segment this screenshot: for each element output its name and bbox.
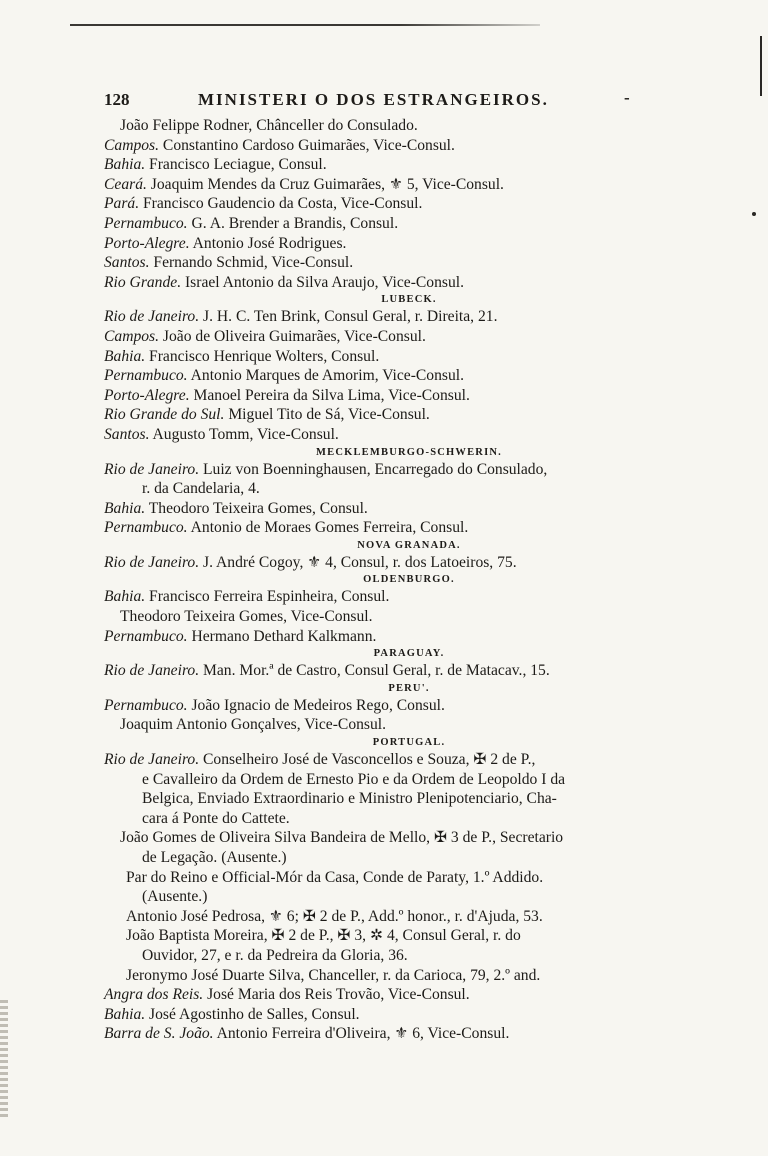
directory-line	[104, 661, 674, 681]
entry-text: J. André Cogoy, ⚜ 4, Consul, r. dos Latoeiros, 75.	[199, 553, 517, 571]
place-name: Rio de Janeiro.	[104, 308, 200, 326]
margin-mark	[760, 36, 762, 96]
directory-line	[104, 809, 674, 829]
directory-line	[104, 386, 674, 406]
directory-line	[104, 1024, 674, 1044]
directory-line	[104, 234, 674, 254]
place-name: Santos.	[104, 254, 150, 272]
country-heading: PARAGUAY.	[373, 648, 445, 660]
directory-line	[104, 750, 674, 770]
place-name: Bahia.	[104, 499, 146, 517]
directory-line	[104, 789, 674, 809]
place-name: Pará.	[104, 195, 140, 213]
entry-text: cara á Ponte do Cattete.	[142, 809, 290, 827]
directory-line	[104, 715, 674, 735]
directory-line	[104, 136, 674, 156]
entry-text: Miguel Tito de Sá, Vice-Consul.	[224, 406, 430, 424]
directory-line	[104, 327, 674, 347]
entry-text: Ouvidor, 27, e r. da Pedreira da Gloria, 36.	[142, 946, 408, 964]
directory-line	[104, 253, 674, 273]
directory-line	[104, 175, 674, 195]
directory-line	[104, 479, 674, 499]
entry-text: J. H. C. Ten Brink, Consul Geral, r. Direita, 21.	[199, 308, 498, 326]
directory-line	[104, 696, 674, 716]
entry-text: de Legação. (Ausente.)	[142, 849, 287, 866]
page-number: 128	[104, 90, 130, 109]
entry-text: Antonio de Moraes Gomes Ferreira, Consul.	[187, 519, 469, 537]
place-name: Rio de Janeiro.	[104, 751, 200, 769]
directory-line	[104, 946, 674, 966]
directory-line	[104, 116, 674, 136]
entry-text: Augusto Tomm, Vice-Consul.	[149, 425, 339, 443]
top-rule	[70, 24, 540, 26]
entry-text: Joaquim Antonio Gonçalves, Vice-Consul.	[120, 716, 387, 734]
directory-line	[104, 985, 674, 1005]
place-name: Bahia.	[104, 1005, 146, 1023]
place-name: Bahia.	[104, 156, 146, 174]
directory-line	[104, 347, 674, 367]
place-name: Pernambuco.	[104, 627, 188, 645]
entry-text: Antonio José Rodrigues.	[189, 234, 347, 252]
place-name: Ceará.	[104, 175, 147, 193]
directory-line	[104, 627, 674, 647]
directory-line	[104, 518, 674, 538]
margin-stain	[0, 1000, 8, 1120]
directory-line	[104, 907, 674, 927]
directory-line	[104, 926, 674, 946]
entry-text: Theodoro Teixeira Gomes, Vice-Consul.	[120, 608, 373, 626]
entry-text: Luiz von Boenninghausen, Encarregado do Consulado,	[199, 460, 548, 478]
place-name: Campos.	[104, 327, 160, 345]
directory-line	[104, 887, 674, 907]
speck	[752, 212, 756, 216]
entry-text: r. da Candelaria, 4.	[142, 480, 260, 498]
header-mark: -	[624, 88, 630, 107]
directory-line	[104, 587, 674, 607]
directory-line	[104, 425, 674, 445]
entry-text: Antonio Marques de Amorim, Vice-Consul.	[187, 367, 465, 385]
place-name: Angra dos Reis.	[104, 986, 204, 1004]
entry-text: e Cavalleiro da Ordem de Ernesto Pio e da Ordem de Leopoldo I da	[142, 770, 566, 788]
place-name: Pernambuco.	[104, 367, 188, 385]
place-name: Porto-Alegre.	[104, 386, 190, 404]
directory-line	[104, 966, 674, 986]
place-name: Barra de S. João.	[104, 1025, 214, 1043]
place-name: Santos.	[104, 425, 150, 443]
directory-line	[104, 405, 674, 425]
entry-text: Francisco Gaudencio da Costa, Vice-Consul.	[139, 195, 423, 213]
entry-text: Manoel Pereira da Silva Lima, Vice-Consul.	[189, 386, 470, 404]
entry-text: Belgica, Enviado Extraordinario e Ministro Plenipotenciario, Cha-	[142, 790, 557, 808]
country-heading: NOVA GRANADA.	[357, 539, 461, 551]
entry-text: Jeronymo José Duarte Silva, Chanceller, r. da Carioca, 79, 2.º and.	[126, 966, 541, 984]
entry-text: João Felippe Rodner, Chânceller do Consulado.	[120, 117, 418, 134]
directory-line	[104, 155, 674, 175]
place-name: Pernambuco.	[104, 519, 188, 537]
entry-text: Joaquim Mendes da Cruz Guimarães, ⚜ 5, Vice-Consul.	[146, 175, 504, 193]
entry-text: Conselheiro José de Vasconcellos e Souza, ✠ 2 de P.,	[199, 751, 536, 769]
directory-line	[104, 828, 674, 848]
country-heading: PERU'.	[388, 682, 430, 694]
directory-line	[104, 770, 674, 790]
place-name: Rio de Janeiro.	[104, 460, 200, 478]
entry-text: Francisco Ferreira Espinheira, Consul.	[145, 588, 390, 606]
place-name: Campos.	[104, 136, 160, 154]
directory-body	[104, 116, 674, 1044]
directory-line	[104, 194, 674, 214]
entry-text: Theodoro Teixeira Gomes, Consul.	[145, 499, 368, 517]
page-header	[104, 90, 644, 114]
directory-line	[104, 499, 674, 519]
place-name: Rio de Janeiro.	[104, 553, 200, 571]
entry-text: Francisco Henrique Wolters, Consul.	[145, 347, 380, 365]
directory-line	[104, 553, 674, 573]
entry-text: Constantino Cardoso Guimarães, Vice-Consul.	[159, 136, 455, 154]
entry-text: (Ausente.)	[142, 888, 208, 906]
entry-text: João Baptista Moreira, ✠ 2 de P., ✠ 3, ✲ 4, Consul Geral, r. do	[126, 927, 521, 945]
page-title: MINISTERI O DOS ESTRANGEIROS.	[198, 90, 549, 109]
country-heading: MECKLEMBURGO-SCHWERIN.	[316, 446, 502, 458]
place-name: Bahia.	[104, 347, 146, 365]
directory-line	[104, 214, 674, 234]
place-name: Porto-Alegre.	[104, 234, 190, 252]
place-name: Pernambuco.	[104, 696, 188, 714]
directory-line	[104, 307, 674, 327]
entry-text: Par do Reino e Official-Mór da Casa, Conde de Paraty, 1.º Addido.	[126, 868, 544, 886]
entry-text: Fernando Schmid, Vice-Consul.	[149, 254, 354, 272]
entry-text: G. A. Brender a Brandis, Consul.	[187, 214, 399, 232]
place-name: Rio de Janeiro.	[104, 662, 200, 680]
country-heading: LUBECK.	[381, 294, 437, 306]
entry-text: João Ignacio de Medeiros Rego, Consul.	[187, 696, 445, 714]
country-heading: OLDENBURGO.	[363, 574, 455, 586]
entry-text: José Agostinho de Salles, Consul.	[145, 1005, 360, 1023]
entry-text: Antonio Ferreira d'Oliveira, ⚜ 6, Vice-Consul.	[213, 1025, 510, 1043]
directory-line	[104, 273, 674, 293]
entry-text: Hermano Dethard Kalkmann.	[187, 627, 377, 645]
entry-text: João Gomes de Oliveira Silva Bandeira de Mello, ✠ 3 de P., Secretario	[120, 829, 564, 847]
place-name: Pernambuco.	[104, 214, 188, 232]
entry-text: José Maria dos Reis Trovão, Vice-Consul.	[203, 986, 470, 1004]
entry-text: Man. Mor.ª de Castro, Consul Geral, r. de Matacav., 15.	[199, 662, 550, 680]
directory-line	[104, 607, 674, 627]
entry-text: Israel Antonio da Silva Araujo, Vice-Consul.	[181, 273, 464, 291]
place-name: Rio Grande.	[104, 273, 182, 291]
entry-text: Antonio José Pedrosa, ⚜ 6; ✠ 2 de P., Add.º honor., r. d'Ajuda, 53.	[126, 907, 543, 925]
place-name: Bahia.	[104, 588, 146, 606]
directory-line	[104, 460, 674, 480]
entry-text: João de Oliveira Guimarães, Vice-Consul.	[159, 327, 426, 345]
directory-line	[104, 366, 674, 386]
directory-line	[104, 848, 674, 868]
place-name: Rio Grande do Sul.	[104, 406, 225, 424]
country-heading: PORTUGAL.	[372, 737, 446, 749]
directory-line	[104, 868, 674, 888]
directory-line	[104, 1005, 674, 1025]
entry-text: Francisco Leciague, Consul.	[145, 156, 327, 174]
